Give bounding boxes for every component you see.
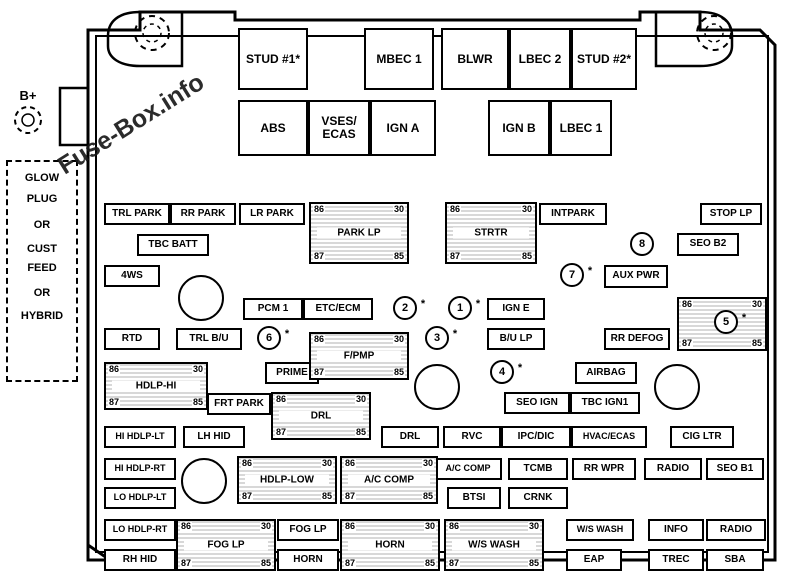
fuse-ipc-dic[interactable]: IPC/DIC — [501, 426, 571, 448]
relay-pin-87: 87 — [242, 491, 253, 501]
relay-pin-87: 87 — [181, 558, 192, 568]
b-plus-label: B+ — [19, 88, 37, 103]
relay-pin-85: 85 — [521, 251, 532, 261]
relay-label: HDLP-HI — [112, 381, 200, 392]
fuse-lr-park[interactable]: LR PARK — [239, 203, 305, 225]
relay-pin-86: 86 — [450, 204, 461, 214]
fuse-radio[interactable]: RADIO — [644, 458, 702, 480]
marker-5[interactable]: 5 — [714, 310, 738, 334]
fuse-trl-bu[interactable]: TRL B/U — [176, 328, 242, 350]
relay-label: FOG LP — [184, 540, 268, 551]
glow-label-0: GLOW — [24, 172, 60, 184]
fuse-seo-b1[interactable]: SEO B1 — [706, 458, 764, 480]
glow-label-1: PLUG — [26, 193, 58, 205]
relay-pin-85: 85 — [393, 251, 404, 261]
fuse-lo-hdlp-rt[interactable]: LO HDLP-RT — [104, 519, 176, 541]
fuse-rr-defog[interactable]: RR DEFOG — [604, 328, 670, 350]
relay-pin-85: 85 — [393, 367, 404, 377]
marker-2-star: * — [420, 298, 426, 310]
fuse-ws-wash[interactable]: W/S WASH — [566, 519, 634, 541]
relay-pin-87: 87 — [682, 338, 693, 348]
relay-pin-86: 86 — [345, 521, 356, 531]
fuse-btsi[interactable]: BTSI — [447, 487, 501, 509]
empty-socket-4[interactable] — [181, 458, 227, 504]
relay-pin-87: 87 — [314, 251, 325, 261]
ign-a-block[interactable]: IGN A — [370, 100, 436, 156]
relay-drl[interactable] — [271, 392, 371, 440]
relay-pin-30: 30 — [260, 521, 271, 531]
relay-label: DRL — [279, 411, 363, 422]
marker-2[interactable]: 2 — [393, 296, 417, 320]
blwr-block[interactable]: BLWR — [441, 28, 509, 90]
glow-label-2: OR — [33, 219, 51, 231]
fuse-sba[interactable]: SBA — [706, 549, 764, 571]
relay-pin-30: 30 — [393, 334, 404, 344]
fuse-4ws[interactable]: 4WS — [104, 265, 160, 287]
fuse-drl[interactable]: DRL — [381, 426, 439, 448]
fuse-rr-park[interactable]: RR PARK — [170, 203, 236, 225]
relay-pin-86: 86 — [109, 364, 120, 374]
fuse-rr-wpr[interactable]: RR WPR — [572, 458, 636, 480]
marker-4[interactable]: 4 — [490, 360, 514, 384]
relay-label: PARK LP — [317, 228, 401, 239]
marker-3-star: * — [452, 328, 458, 340]
relay-label: HDLP-LOW — [245, 475, 329, 486]
fuse-seo-b2[interactable]: SEO B2 — [677, 233, 739, 256]
relay-pin-85: 85 — [751, 338, 762, 348]
relay-pin-30: 30 — [751, 299, 762, 309]
relay-pin-87: 87 — [450, 251, 461, 261]
relay-pin-86: 86 — [314, 204, 325, 214]
marker-7-star: * — [587, 265, 593, 277]
fuse-bu-lp[interactable]: B/U LP — [487, 328, 545, 350]
fuse-pcm-1[interactable]: PCM 1 — [243, 298, 303, 320]
fuse-crnk[interactable]: CRNK — [508, 487, 568, 509]
relay-pin-87: 87 — [449, 558, 460, 568]
marker-4-star: * — [517, 362, 523, 374]
fuse-radio-b1[interactable]: RADIO — [706, 519, 766, 541]
relay-pin-86: 86 — [314, 334, 325, 344]
relay-pin-85: 85 — [321, 491, 332, 501]
fuse-rtd[interactable]: RTD — [104, 328, 160, 350]
marker-7[interactable]: 7 — [560, 263, 584, 287]
vses-ecas-block[interactable]: VSES/ ECAS — [308, 100, 370, 156]
mbec-1-block[interactable]: MBEC 1 — [364, 28, 434, 90]
fuse-seo-ign[interactable]: SEO IGN — [504, 392, 570, 414]
watermark: Fuse-Box.info — [52, 68, 210, 181]
fuse-intpark[interactable]: INTPARK — [539, 203, 607, 225]
fuse-tcmb[interactable]: TCMB — [508, 458, 568, 480]
marker-6[interactable]: 6 — [257, 326, 281, 350]
fuse-lo-hdlp-lt[interactable]: LO HDLP-LT — [104, 487, 176, 509]
relay-pin-85: 85 — [355, 427, 366, 437]
relay-label: A/C COMP — [348, 475, 430, 486]
relay-park-lp[interactable] — [309, 202, 409, 264]
glow-label-3: CUST — [27, 243, 57, 255]
relay-pin-86: 86 — [276, 394, 287, 404]
relay-pin-85: 85 — [424, 558, 435, 568]
relay-label: HORN — [348, 540, 432, 551]
marker-5-star: * — [741, 312, 747, 324]
relay-pin-86: 86 — [345, 458, 356, 468]
relay-pin-86: 86 — [449, 521, 460, 531]
relay-pin-30: 30 — [393, 204, 404, 214]
relay-pin-30: 30 — [424, 521, 435, 531]
relay-pin-87: 87 — [276, 427, 287, 437]
relay-pin-30: 30 — [528, 521, 539, 531]
fuse-horn[interactable]: HORN — [277, 549, 339, 571]
marker-6-star: * — [284, 328, 290, 340]
fuse-frt-park[interactable]: FRT PARK — [207, 393, 271, 415]
marker-8[interactable]: 8 — [630, 232, 654, 256]
fuse-info[interactable]: INFO — [648, 519, 704, 541]
fuse-hi-hdlp-rt[interactable]: HI HDLP-RT — [104, 458, 176, 480]
relay-hdlp-low[interactable] — [237, 456, 337, 504]
relay-pin-30: 30 — [355, 394, 366, 404]
relay-ws-wash[interactable] — [444, 519, 544, 571]
fuse-rvc[interactable]: RVC — [443, 426, 501, 448]
ign-b-block[interactable]: IGN B — [488, 100, 550, 156]
glow-label-5: OR — [33, 287, 51, 299]
lbec-1-block[interactable]: LBEC 1 — [550, 100, 612, 156]
fuse-hi-hdlp-lt[interactable]: HI HDLP-LT — [104, 426, 176, 448]
fuse-rh-hid[interactable]: RH HID — [104, 549, 176, 571]
relay-pin-85: 85 — [528, 558, 539, 568]
relay-pin-86: 86 — [242, 458, 253, 468]
fuse-tbc-batt[interactable]: TBC BATT — [137, 234, 209, 256]
fuse-cig-ltr[interactable]: CIG LTR — [670, 426, 734, 448]
lbec-2-block[interactable]: LBEC 2 — [509, 28, 571, 90]
relay-strtr[interactable] — [445, 202, 537, 264]
fuse-etc-ecm[interactable]: ETC/ECM — [303, 298, 373, 320]
relay-ac-comp[interactable] — [340, 456, 438, 504]
relay-fog-lp[interactable] — [176, 519, 276, 571]
fuse-eap[interactable]: EAP — [566, 549, 622, 571]
relay-pin-30: 30 — [192, 364, 203, 374]
relay-pin-86: 86 — [682, 299, 693, 309]
relay-label: F/PMP — [317, 351, 401, 362]
fuse-trec[interactable]: TREC — [648, 549, 704, 571]
abs-block[interactable]: ABS — [238, 100, 308, 156]
relay-pin-87: 87 — [345, 491, 356, 501]
fuse-airbag[interactable]: AIRBAG — [575, 362, 637, 384]
relay-pin-87: 87 — [345, 558, 356, 568]
empty-socket-3[interactable] — [654, 364, 700, 410]
relay-pin-86: 86 — [181, 521, 192, 531]
marker-1[interactable]: 1 — [448, 296, 472, 320]
relay-pin-87: 87 — [314, 367, 325, 377]
fuse-prime[interactable]: PRIME — [265, 362, 319, 384]
fuse-ign-e[interactable]: IGN E — [487, 298, 545, 320]
fuse-ac-comp[interactable]: A/C COMP — [434, 458, 502, 480]
fuse-lh-hid[interactable]: LH HID — [183, 426, 245, 448]
relay-pin-30: 30 — [422, 458, 433, 468]
fuse-tbc-ign1[interactable]: TBC IGN1 — [570, 392, 640, 414]
empty-socket-1[interactable] — [178, 275, 224, 321]
relay-pin-30: 30 — [521, 204, 532, 214]
relay-horn[interactable] — [340, 519, 440, 571]
relay-pin-85: 85 — [260, 558, 271, 568]
fuse-fog-lp[interactable]: FOG LP — [277, 519, 339, 541]
relay-hdlp-hi[interactable] — [104, 362, 208, 410]
glow-label-6: HYBRID — [20, 310, 64, 322]
fuse-hvac-ecas[interactable]: HVAC/ECAS — [571, 426, 647, 448]
fuse-stop-lp[interactable]: STOP LP — [700, 203, 762, 225]
stud-2-block[interactable]: STUD #2* — [571, 28, 637, 90]
fuse-trl-park[interactable]: TRL PARK — [104, 203, 170, 225]
marker-1-star: * — [475, 298, 481, 310]
empty-socket-2[interactable] — [414, 364, 460, 410]
relay-pin-87: 87 — [109, 397, 120, 407]
relay-label: STRTR — [453, 228, 529, 239]
relay-f-pmp[interactable] — [309, 332, 409, 380]
relay-pin-85: 85 — [192, 397, 203, 407]
relay-pin-85: 85 — [422, 491, 433, 501]
stud-1-block[interactable]: STUD #1* — [238, 28, 308, 90]
glow-label-4: FEED — [27, 262, 57, 274]
relay-label: W/S WASH — [452, 540, 536, 551]
marker-3[interactable]: 3 — [425, 326, 449, 350]
relay-pin-30: 30 — [321, 458, 332, 468]
fuse-aux-pwr[interactable]: AUX PWR — [604, 265, 668, 288]
